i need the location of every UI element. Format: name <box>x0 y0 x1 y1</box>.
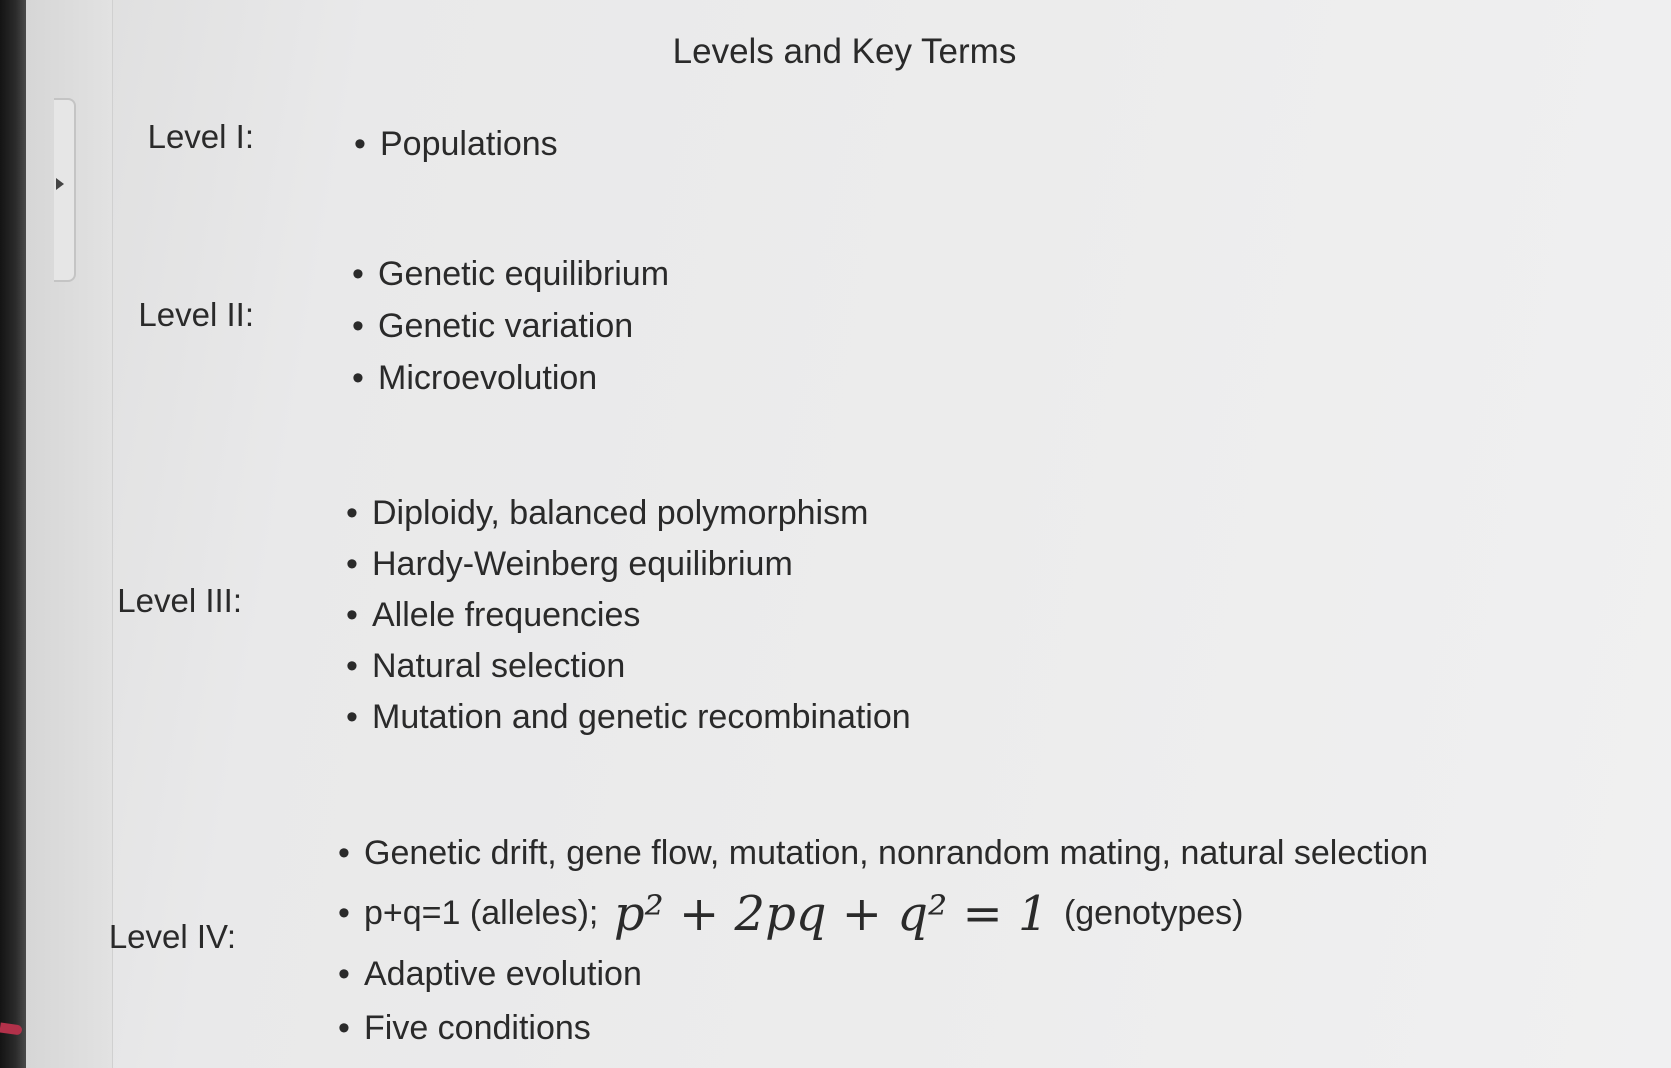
level-3-label: Level III: <box>117 582 242 619</box>
list-item: • Adaptive evolution <box>338 955 642 993</box>
level-4-label: Level IV: <box>108 918 236 955</box>
list-item: • Hardy-Weinberg equilibrium <box>346 545 793 583</box>
equation-suffix: (genotypes) <box>1063 894 1244 932</box>
screen-bezel <box>0 0 26 1068</box>
list-item: • Microevolution <box>352 359 598 397</box>
list-item: • Populations <box>354 125 558 163</box>
slide <box>108 0 1671 1068</box>
equation-formula: p² + 2pq + q² = 1 <box>613 886 1049 942</box>
list-item: • Mutation and genetic recombination <box>346 698 911 736</box>
level-1-list <box>350 118 558 170</box>
list-item: • Genetic variation <box>352 307 634 345</box>
level-1-label: Level I: <box>147 118 254 155</box>
list-item: • Five conditions <box>338 1009 591 1047</box>
triangle-right-icon[interactable] <box>56 178 64 190</box>
list-item: • Genetic drift, gene flow, mutation, nonrandom mating, natural selection <box>338 834 1429 872</box>
list-item: • Allele frequencies <box>346 596 641 634</box>
equation-prefix: p+q=1 (alleles); <box>364 894 599 932</box>
level-3-list <box>342 488 911 743</box>
equation-item: • p+q=1 (alleles); p² + 2pq + q² = 1 (genotypes) <box>338 886 1244 942</box>
list-item: • Genetic equilibrium <box>352 255 670 293</box>
level-4-list <box>334 826 1428 1055</box>
side-panel-tab[interactable] <box>54 98 76 282</box>
list-item: • Diploidy, balanced polymorphism <box>346 494 869 532</box>
level-2-label: Level II: <box>138 296 254 333</box>
level-2-list <box>348 248 669 404</box>
list-item: • Natural selection <box>346 647 626 685</box>
slide-title: Levels and Key Terms <box>672 32 1017 71</box>
